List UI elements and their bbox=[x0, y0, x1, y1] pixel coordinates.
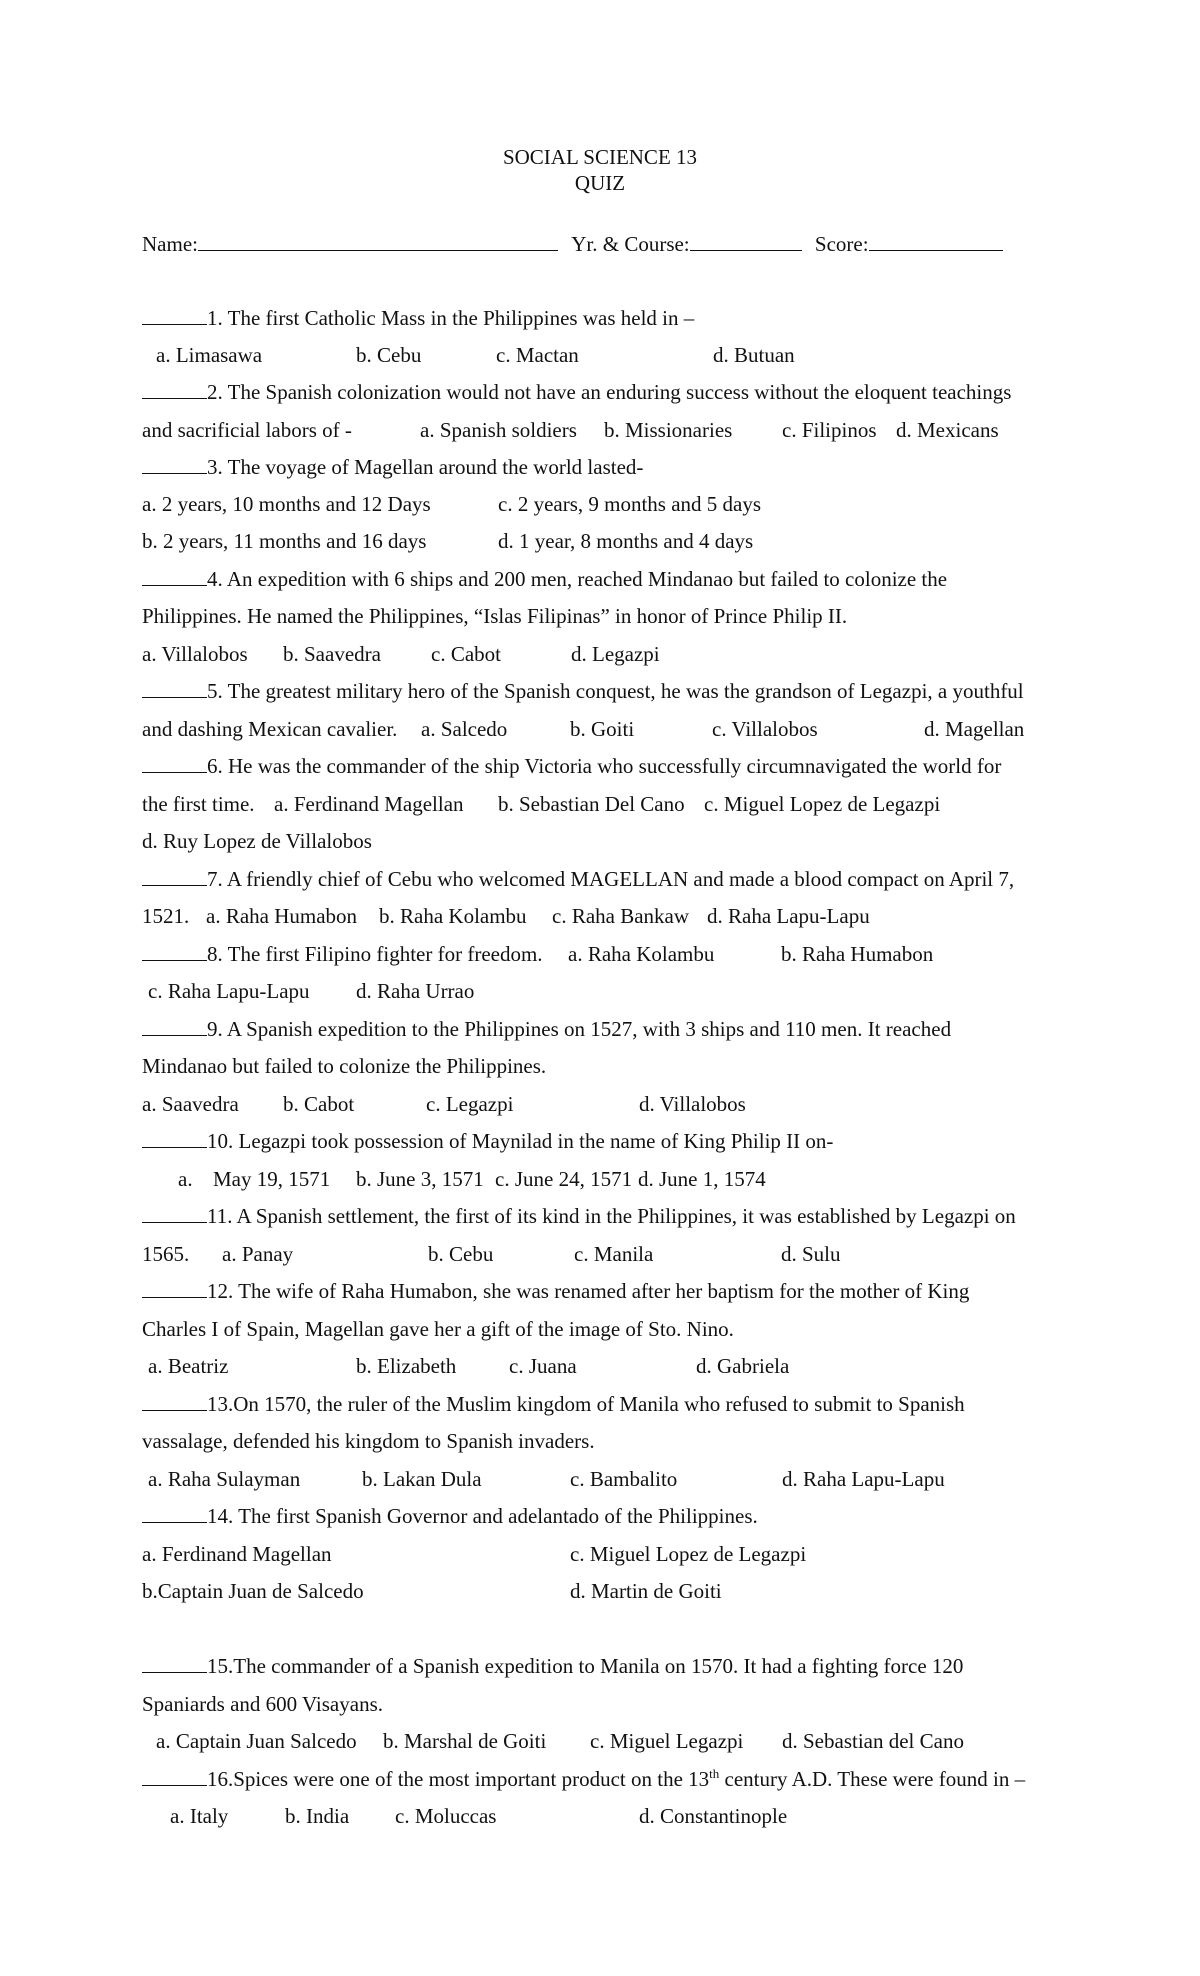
q10-choice-c: c. June 24, 1571 bbox=[495, 1167, 633, 1191]
answer-blank-10[interactable] bbox=[142, 1129, 207, 1148]
q7-stem-cont: 1521. bbox=[142, 904, 190, 928]
q13-stem-cont: vassalage, defended his kingdom to Spanish invaders. bbox=[142, 1429, 595, 1453]
q8-choice-d: d. Raha Urrao bbox=[356, 979, 475, 1003]
q3-choice-a: a. 2 years, 10 months and 12 Days bbox=[142, 492, 431, 516]
q7-choice-a: a. Raha Humabon bbox=[206, 904, 358, 928]
q8-choice-b: b. Raha Humabon bbox=[781, 942, 934, 966]
question-14-stem: 14. The first Spanish Governor and adelantado of the Philippines. bbox=[142, 1503, 758, 1529]
q13-choice-a: a. Raha Sulayman bbox=[148, 1467, 301, 1491]
q12-stem-cont: Charles I of Spain, Magellan gave her a gift of the image of Sto. Nino. bbox=[142, 1317, 734, 1341]
q15-choice-a: a. Captain Juan Salcedo bbox=[156, 1729, 357, 1753]
question-12-stem: 12. The wife of Raha Humabon, she was renamed after her baptism for the mother of King bbox=[142, 1278, 969, 1304]
q9-choice-a: a. Saavedra bbox=[142, 1092, 239, 1116]
question-5-stem: 5. The greatest military hero of the Spanish conquest, he was the grandson of Legazpi, a youthful bbox=[142, 678, 1024, 704]
q15-choice-d: d. Sebastian del Cano bbox=[782, 1729, 964, 1753]
q16-choice-d: d. Constantinople bbox=[639, 1804, 788, 1828]
answer-blank-8[interactable] bbox=[142, 942, 207, 961]
q8-choice-a: a. Raha Kolambu bbox=[568, 942, 715, 966]
q9-choice-d: d. Villalobos bbox=[639, 1092, 746, 1116]
answer-blank-1[interactable] bbox=[142, 306, 207, 325]
q11-choice-a: a. Panay bbox=[222, 1242, 294, 1266]
q13-choice-b: b. Lakan Dula bbox=[362, 1467, 482, 1491]
score-label: Score: bbox=[814, 232, 869, 256]
question-3-stem: 3. The voyage of Magellan around the world lasted- bbox=[142, 454, 643, 480]
answer-blank-9[interactable] bbox=[142, 1017, 207, 1036]
q4-choice-d: d. Legazpi bbox=[571, 642, 660, 666]
answer-blank-2[interactable] bbox=[142, 380, 207, 399]
answer-blank-13[interactable] bbox=[142, 1392, 207, 1411]
q1-choice-b: b. Cebu bbox=[356, 343, 422, 367]
q2-choice-d: d. Mexicans bbox=[896, 418, 999, 442]
q2-choice-c: c. Filipinos bbox=[782, 418, 877, 442]
q1-choice-c: c. Mactan bbox=[496, 343, 579, 367]
q6-choice-d: d. Ruy Lopez de Villalobos bbox=[142, 829, 372, 853]
course-label: Yr. & Course: bbox=[571, 232, 690, 256]
q1-choice-a: a. Limasawa bbox=[156, 343, 263, 367]
answer-blank-16[interactable] bbox=[142, 1767, 207, 1786]
q1-choice-d: d. Butuan bbox=[713, 343, 795, 367]
q11-stem-cont: 1565. bbox=[142, 1242, 190, 1266]
q4-choice-c: c. Cabot bbox=[431, 642, 501, 666]
q7-choice-b: b. Raha Kolambu bbox=[379, 904, 527, 928]
question-7-stem: 7. A friendly chief of Cebu who welcomed MAGELLAN and made a blood compact on April 7, bbox=[142, 866, 1014, 892]
name-label: Name: bbox=[142, 232, 198, 256]
q5-choice-b: b. Goiti bbox=[570, 717, 635, 741]
question-9-stem: 9. A Spanish expedition to the Philippines on 1527, with 3 ships and 110 men. It reached bbox=[142, 1016, 951, 1042]
q2-choice-b: b. Missionaries bbox=[604, 418, 733, 442]
answer-blank-6[interactable] bbox=[142, 754, 207, 773]
q10-choice-b: b. June 3, 1571 bbox=[356, 1167, 484, 1191]
answer-blank-11[interactable] bbox=[142, 1204, 207, 1223]
question-10-stem: 10. Legazpi took possession of Maynilad in the name of King Philip II on- bbox=[142, 1128, 833, 1154]
q12-choice-d: d. Gabriela bbox=[696, 1354, 790, 1378]
answer-blank-12[interactable] bbox=[142, 1279, 207, 1298]
q15-choice-b: b. Marshal de Goiti bbox=[383, 1729, 547, 1753]
q9-stem-cont: Mindanao but failed to colonize the Philippines. bbox=[142, 1054, 547, 1078]
q11-choice-d: d. Sulu bbox=[781, 1242, 841, 1266]
q8-choice-c: c. Raha Lapu-Lapu bbox=[148, 979, 310, 1003]
q5-choice-a: a. Salcedo bbox=[421, 717, 508, 741]
q12-choice-a: a. Beatriz bbox=[148, 1354, 229, 1378]
question-6-stem: 6. He was the commander of the ship Victoria who successfully circumnavigated the world for bbox=[142, 753, 1001, 779]
q16-choice-b: b. India bbox=[285, 1804, 350, 1828]
q14-choice-d: d. Martin de Goiti bbox=[570, 1579, 722, 1603]
q15-choice-c: c. Miguel Legazpi bbox=[590, 1729, 744, 1753]
q14-choice-c: c. Miguel Lopez de Legazpi bbox=[570, 1542, 807, 1566]
quiz-subtitle: QUIZ bbox=[574, 171, 626, 195]
q2-choice-a: a. Spanish soldiers bbox=[420, 418, 577, 442]
q12-choice-b: b. Elizabeth bbox=[356, 1354, 457, 1378]
answer-blank-3[interactable] bbox=[142, 455, 207, 474]
q2-stem-cont: and sacrificial labors of - bbox=[142, 418, 352, 442]
q14-choice-a: a. Ferdinand Magellan bbox=[142, 1542, 332, 1566]
question-8-stem: 8. The first Filipino fighter for freedom. bbox=[142, 941, 543, 967]
q5-choice-d: d. Magellan bbox=[924, 717, 1025, 741]
q5-stem-cont: and dashing Mexican cavalier. bbox=[142, 717, 398, 741]
score-blank[interactable] bbox=[869, 232, 1003, 251]
q10-choice-a-letter: a. bbox=[178, 1167, 193, 1191]
q7-choice-d: d. Raha Lapu-Lapu bbox=[707, 904, 870, 928]
q4-choice-b: b. Saavedra bbox=[283, 642, 381, 666]
q9-choice-b: b. Cabot bbox=[283, 1092, 355, 1116]
q14-choice-b: b.Captain Juan de Salcedo bbox=[142, 1579, 364, 1603]
answer-blank-7[interactable] bbox=[142, 867, 207, 886]
q5-choice-c: c. Villalobos bbox=[712, 717, 818, 741]
q6-choice-b: b. Sebastian Del Cano bbox=[498, 792, 685, 816]
q16-choice-a: a. Italy bbox=[170, 1804, 229, 1828]
question-16-stem: 16.Spices were one of the most important product on the 13th century A.D. These were found in – bbox=[142, 1766, 1025, 1792]
q6-choice-a: a. Ferdinand Magellan bbox=[274, 792, 464, 816]
q10-choice-d: d. June 1, 1574 bbox=[638, 1167, 766, 1191]
q11-choice-c: c. Manila bbox=[574, 1242, 654, 1266]
q10-choice-a: May 19, 1571 bbox=[213, 1167, 331, 1191]
answer-blank-4[interactable] bbox=[142, 567, 207, 586]
q7-choice-c: c. Raha Bankaw bbox=[552, 904, 690, 928]
answer-blank-15[interactable] bbox=[142, 1654, 207, 1673]
q13-choice-d: d. Raha Lapu-Lapu bbox=[782, 1467, 945, 1491]
question-4-stem: 4. An expedition with 6 ships and 200 men, reached Mindanao but failed to colonize the bbox=[142, 566, 947, 592]
q3-choice-c: c. 2 years, 9 months and 5 days bbox=[498, 492, 762, 516]
q9-choice-c: c. Legazpi bbox=[426, 1092, 514, 1116]
quiz-title: SOCIAL SCIENCE 13 bbox=[502, 145, 698, 169]
question-11-stem: 11. A Spanish settlement, the first of its kind in the Philippines, it was established by Legazpi on bbox=[142, 1203, 1016, 1229]
answer-blank-5[interactable] bbox=[142, 679, 207, 698]
question-13-stem: 13.On 1570, the ruler of the Muslim kingdom of Manila who refused to submit to Spanish bbox=[142, 1391, 965, 1417]
question-15-stem: 15.The commander of a Spanish expedition to Manila on 1570. It had a fighting force 120 bbox=[142, 1653, 963, 1679]
question-2-stem: 2. The Spanish colonization would not have an enduring success without the eloquent teachings bbox=[142, 379, 1011, 405]
question-1-stem: 1. The first Catholic Mass in the Philippines was held in – bbox=[142, 305, 694, 331]
name-blank[interactable] bbox=[198, 232, 558, 251]
course-blank[interactable] bbox=[690, 232, 802, 251]
q13-choice-c: c. Bambalito bbox=[570, 1467, 678, 1491]
q16-choice-c: c. Moluccas bbox=[395, 1804, 497, 1828]
q6-choice-c: c. Miguel Lopez de Legazpi bbox=[704, 792, 941, 816]
q12-choice-c: c. Juana bbox=[509, 1354, 577, 1378]
q4-stem-cont: Philippines. He named the Philippines, “Islas Filipinas” in honor of Prince Philip II. bbox=[142, 604, 848, 628]
q11-choice-b: b. Cebu bbox=[428, 1242, 494, 1266]
answer-blank-14[interactable] bbox=[142, 1504, 207, 1523]
q3-choice-b: b. 2 years, 11 months and 16 days bbox=[142, 529, 427, 553]
q6-stem-cont: the first time. bbox=[142, 792, 255, 816]
q15-stem-cont: Spaniards and 600 Visayans. bbox=[142, 1692, 383, 1716]
q4-choice-a: a. Villalobos bbox=[142, 642, 248, 666]
header-fields bbox=[142, 231, 1003, 257]
q3-choice-d: d. 1 year, 8 months and 4 days bbox=[498, 529, 754, 553]
